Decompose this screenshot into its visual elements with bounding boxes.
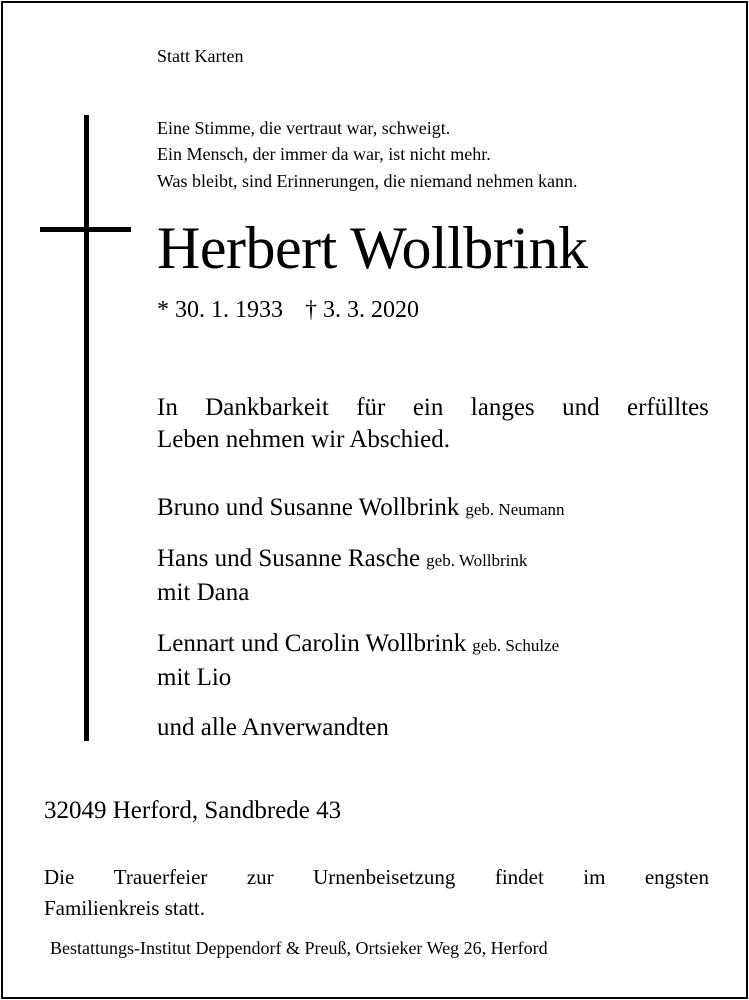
thanks-word: ein (412, 394, 444, 421)
mourner-entry (157, 545, 527, 573)
thanks-text (157, 392, 709, 456)
funeral-home: Bestattungs-Institut Deppendorf & Preuß, Ortsieker Weg 26, Herford (50, 938, 548, 958)
notice-line-1 (44, 862, 709, 893)
address: 32049 Herford, Sandbrede 43 (44, 797, 342, 824)
poem-line-2: Ein Mensch, der immer da war, ist nicht mehr. (157, 144, 491, 164)
notice-word: zur (246, 865, 274, 889)
life-dates (157, 297, 419, 324)
poem-line-3: Was bleibt, sind Erinnerungen, die niemand nehmen kann. (157, 171, 578, 191)
thanks-word: Dankbarkeit (205, 394, 329, 421)
mourner-with: mit Lio (157, 664, 232, 691)
ceremony-notice (44, 862, 709, 924)
notice-word: Urnenbeisetzung (313, 865, 456, 889)
thanks-line-1 (157, 392, 709, 424)
cross-icon-horizontal-bar (40, 227, 131, 232)
maiden-name: geb. Wollbrink (426, 551, 528, 570)
thanks-word: und (562, 394, 600, 421)
notice-word: findet (494, 865, 544, 889)
notice-word: engsten (644, 865, 709, 889)
notice-word: Die (44, 865, 75, 889)
deceased-name: Herbert Wollbrink (157, 215, 588, 281)
notice-word: Trauerfeier (113, 865, 208, 889)
poem-line-1: Eine Stimme, die vertraut war, schweigt. (157, 118, 451, 138)
thanks-word: In (157, 394, 178, 421)
mourner-with: mit Dana (157, 579, 250, 606)
thanks-word: langes (470, 394, 535, 421)
mourner-names: Hans und Susanne Rasche (157, 545, 421, 572)
thanks-line-2: Leben nehmen wir Abschied. (157, 426, 450, 453)
cross-icon-vertical-bar (84, 115, 89, 741)
notice-line-2: Familienkreis statt. (44, 896, 205, 920)
death-date: † 3. 3. 2020 (305, 297, 419, 323)
notice-word: im (583, 865, 606, 889)
mourner-entry (157, 630, 559, 658)
mourner-entry: und alle Anverwandten (157, 714, 389, 741)
thanks-word: erfülltes (627, 394, 709, 421)
maiden-name: geb. Neumann (465, 500, 565, 519)
maiden-name: geb. Schulze (472, 636, 560, 655)
birth-date: * 30. 1. 1933 (157, 297, 283, 323)
thanks-word: für (356, 394, 386, 421)
mourner-names: Bruno und Susanne Wollbrink (157, 494, 460, 521)
mourner-names: Lennart und Carolin Wollbrink (157, 630, 467, 657)
mourner-entry (157, 494, 565, 522)
intro-text: Statt Karten (157, 46, 244, 66)
